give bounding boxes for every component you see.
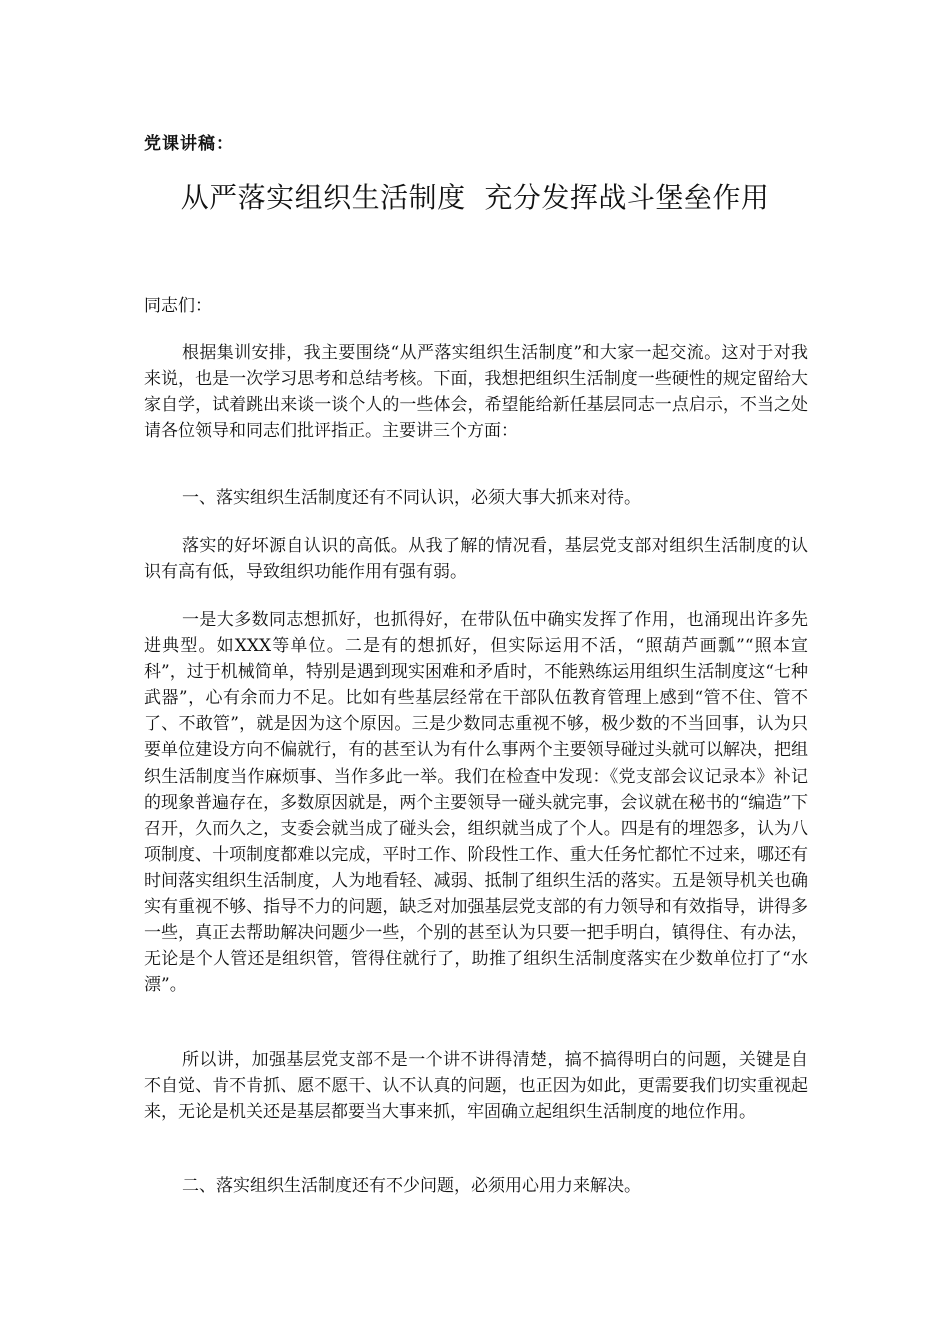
document-title: 从严落实组织生活制度 充分发挥战斗堡垒作用 [180, 181, 770, 214]
section-heading-1: 一、落实组织生活制度还有不同认识，必须大事大抓来对待。 [182, 488, 641, 508]
paragraph: 一是大多数同志想抓好，也抓得好，在带队伍中确实发挥了作用，也涌现出许多先进典型。如XXX等单位。二是有的想抓好，但实际运用不活，“照葫芦画瓢”“照本宣科”，过于机械简单，特别是遇到现实困难和矛盾时，不能熟练运用组织生活制度这“七种武器”，心有余而力不足。比如有些基层经常在干部队伍教育管理上感到“管不住、管不了、不敢管”，就是因为这个原因。三是少数同志重视不够，极少数的不当回事，认为只要单位建设方向不偏就行，有的甚至认为有什么事两个主要领导碰过头就可以解决，把组织生活制度当作麻烦事、当作多此一举。我们在检查中发现：《党支部会议记录本》补记的现象普遍存在，多数原因就是，两个主要领导一碰头就完事，会议就在秘书的“编造”下召开，久而久之，支委会就当成了碰头会，组织就当成了个人。四是有的埋怨多，认为八项制度、十项制度都难以完成，平时工作、阶段性工作、重大任务忙都忙不过来，哪还有时间落实组织生活制度，人为地看轻、减弱、抵制了组织生活的落实。五是领导机关也确实有重视不够、指导不力的问题，缺乏对加强基层党支部的有力领导和有效指导，讲得多一些，真正去帮助解决问题少一些，个别的甚至认为只要一把手明白，镇得住、有办法，无论是个人管还是组织管，管得住就行了，助推了组织生活制度落实在少数单位打了“水漂”。 [144, 610, 808, 996]
paragraph-intro: 根据集训安排，我主要围绕“从严落实组织生活制度”和大家一起交流。这对于对我来说，也是一次学习思考和总结考核。下面，我想把组织生活制度一些硬性的规定留给大家自学，试着跳出来谈一谈个人的一些体会，希望能给新任基层同志一点启示，不当之处请各位领导和同志们批评指正。主要讲三个方面： [144, 343, 808, 442]
paragraph: 落实的好坏源自认识的高低。从我了解的情况看，基层党支部对组织生活制度的认识有高有低，导致组织功能作用有强有弱。 [144, 536, 808, 583]
section-heading-2: 二、落实组织生活制度还有不少问题，必须用心用力来解决。 [182, 1176, 641, 1196]
salutation: 同志们： [144, 296, 212, 316]
paragraph: 所以讲，加强基层党支部不是一个讲不讲得清楚，搞不搞得明白的问题，关键是自不自觉、肯不肯抓、愿不愿干、认不认真的问题，也正因为如此，更需要我们切实重视起来，无论是机关还是基层都要当大事来抓，牢固确立起组织生活制度的地位作用。 [144, 1050, 808, 1123]
document-label: 党课讲稿： [144, 134, 234, 154]
